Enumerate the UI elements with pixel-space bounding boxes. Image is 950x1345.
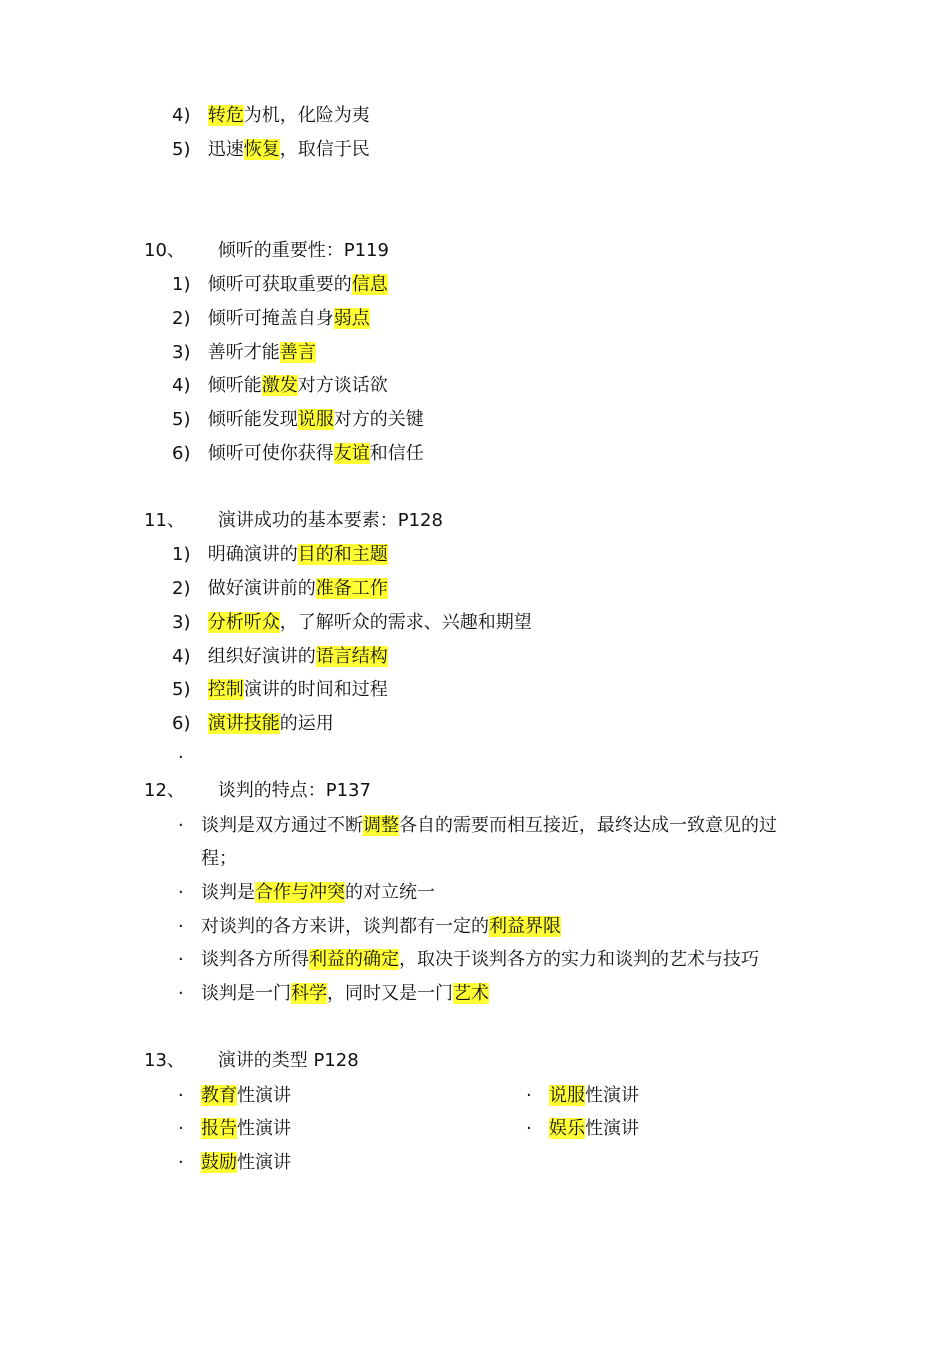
list-item — [201, 812, 777, 840]
text-segment: ，同时又是一门 — [327, 983, 453, 1004]
item-number: 2) — [172, 578, 191, 599]
list-item — [172, 440, 424, 468]
highlighted-text: 控制 — [207, 679, 244, 700]
item-text: 程； — [201, 848, 237, 869]
section-heading — [144, 507, 443, 535]
highlighted-text: 目的和主题 — [297, 544, 388, 565]
item-text — [201, 1085, 291, 1106]
item-text — [549, 1085, 639, 1106]
item-text — [201, 916, 561, 937]
text-segment: 倾听可获取重要的 — [207, 274, 352, 295]
text-segment: 为机，化险为夷 — [243, 105, 370, 126]
item-text — [208, 443, 424, 464]
text-segment: 倾听能发现 — [207, 409, 298, 430]
highlighted-text: 激发 — [261, 375, 298, 396]
text-segment: 对方谈话欲 — [297, 375, 388, 396]
highlighted-text: 语言结构 — [315, 646, 388, 667]
text-segment: ，取信于民 — [279, 139, 370, 160]
item-text — [208, 544, 388, 565]
item-number: 6) — [172, 443, 191, 464]
section-title: 倾听的重要性：P119 — [217, 240, 389, 261]
bullet-mark: · — [178, 1118, 184, 1139]
item-text — [208, 105, 370, 126]
list-item — [549, 1115, 639, 1143]
item-text — [208, 409, 424, 430]
section-number: 12、 — [144, 780, 185, 801]
item-text — [201, 983, 489, 1004]
highlighted-text: 恢复 — [243, 139, 280, 160]
section-number: 10、 — [144, 240, 185, 261]
list-item — [172, 643, 388, 671]
text-segment: 性演讲 — [585, 1118, 639, 1139]
bullet-mark: · — [178, 983, 184, 1004]
section-heading — [144, 1047, 359, 1075]
item-number: 5) — [172, 409, 191, 430]
list-item — [172, 710, 334, 738]
item-text — [208, 679, 388, 700]
text-segment: 谈判是双方通过不断 — [201, 815, 363, 836]
item-number: 4) — [172, 105, 191, 126]
item-text — [201, 1152, 291, 1173]
bullet-mark: · — [178, 1085, 184, 1106]
item-text — [208, 308, 370, 329]
text-segment: 性演讲 — [237, 1085, 291, 1106]
highlighted-text: 分析听众 — [207, 612, 280, 633]
list-item — [201, 946, 759, 974]
highlighted-text: 信息 — [351, 274, 388, 295]
highlighted-text: 准备工作 — [315, 578, 388, 599]
highlighted-text: 利益的确定 — [309, 949, 399, 970]
item-number: 5) — [172, 679, 191, 700]
highlighted-text: 科学 — [291, 983, 327, 1004]
bullet-mark: · — [526, 1118, 532, 1139]
highlighted-text: 教育 — [201, 1085, 237, 1106]
text-segment: 的运用 — [279, 713, 334, 734]
list-item — [201, 1082, 291, 1110]
text-segment: 对谈判的各方来讲，谈判都有一定的 — [201, 916, 489, 937]
highlighted-text: 友谊 — [333, 443, 370, 464]
item-number: 5) — [172, 139, 191, 160]
list-item — [201, 1115, 291, 1143]
item-text — [201, 882, 435, 903]
bullet-mark: · — [178, 882, 184, 903]
bullet-mark: · — [178, 815, 184, 836]
highlighted-text: 弱点 — [333, 308, 370, 329]
text-segment: 性演讲 — [237, 1152, 291, 1173]
text-segment: 的对立统一 — [345, 882, 435, 903]
text-segment: 倾听能 — [207, 375, 262, 396]
highlighted-text: 利益界限 — [489, 916, 561, 937]
item-text — [208, 646, 388, 667]
highlighted-text: 转危 — [207, 105, 244, 126]
highlighted-text: 说服 — [297, 409, 334, 430]
item-text — [549, 1118, 639, 1139]
item-text — [201, 815, 777, 836]
text-segment: 谈判各方所得 — [201, 949, 309, 970]
item-number: 4) — [172, 375, 191, 396]
text-segment: 对方的关键 — [333, 409, 424, 430]
text-segment: 明确演讲的 — [207, 544, 298, 565]
section-title: 演讲成功的基本要素：P128 — [217, 510, 443, 531]
item-number: 1) — [172, 274, 191, 295]
list-item — [172, 676, 388, 704]
item-number: 3) — [172, 342, 191, 363]
list-item — [549, 1082, 639, 1110]
list-item — [172, 541, 388, 569]
list-item — [172, 102, 370, 130]
text-segment: 演讲的时间和过程 — [243, 679, 388, 700]
list-item — [172, 339, 316, 367]
item-text — [208, 139, 370, 160]
section-title: 谈判的特点：P137 — [217, 780, 371, 801]
text-segment: 谈判是一门 — [201, 983, 291, 1004]
text-segment: ，取决于谈判各方的实力和谈判的艺术与技巧 — [399, 949, 759, 970]
list-item — [172, 575, 388, 603]
text-segment: ，了解听众的需求、兴趣和期望 — [279, 612, 532, 633]
list-item — [172, 305, 370, 333]
item-text — [201, 949, 759, 970]
list-item — [201, 980, 489, 1008]
item-number: 3) — [172, 612, 191, 633]
text-segment: 迅速 — [207, 139, 244, 160]
text-segment: 和信任 — [369, 443, 424, 464]
bullet-mark: · — [178, 1152, 184, 1173]
highlighted-text: 报告 — [201, 1118, 237, 1139]
bullet-mark: · — [526, 1085, 532, 1106]
text-segment: 各自的需要而相互接近，最终达成一致意见的过 — [399, 815, 777, 836]
text-segment: 倾听可使你获得 — [207, 443, 334, 464]
section-number: 11、 — [144, 510, 185, 531]
item-number: 6) — [172, 713, 191, 734]
list-item — [201, 879, 435, 907]
highlighted-text: 调整 — [363, 815, 399, 836]
highlighted-text: 善言 — [279, 342, 316, 363]
bullet-mark: · — [178, 916, 184, 937]
highlighted-text: 艺术 — [453, 983, 489, 1004]
section-title: 演讲的类型 P128 — [217, 1050, 359, 1071]
text-segment: 谈判是 — [201, 882, 255, 903]
highlighted-text: 鼓励 — [201, 1152, 237, 1173]
list-item — [172, 609, 532, 637]
item-number: 4) — [172, 646, 191, 667]
text-segment: 组织好演讲的 — [207, 646, 316, 667]
highlighted-text: 娱乐 — [549, 1118, 585, 1139]
text-segment: 做好演讲前的 — [207, 578, 316, 599]
highlighted-text: 说服 — [549, 1085, 585, 1106]
text-segment: 善听才能 — [207, 342, 280, 363]
list-item — [172, 136, 370, 164]
highlighted-text: 演讲技能 — [207, 713, 280, 734]
list-item — [172, 271, 388, 299]
bullet-mark: · — [178, 949, 184, 970]
bullet-mark: · — [178, 747, 184, 768]
section-heading — [144, 777, 371, 805]
list-item — [172, 406, 424, 434]
item-number: 1) — [172, 544, 191, 565]
text-segment: 倾听可掩盖自身 — [207, 308, 334, 329]
item-text — [208, 375, 388, 396]
section-number: 13、 — [144, 1050, 185, 1071]
item-text — [208, 612, 532, 633]
item-text — [208, 713, 334, 734]
text-segment: 性演讲 — [585, 1085, 639, 1106]
list-item-continuation — [201, 845, 237, 873]
highlighted-text: 合作与冲突 — [255, 882, 345, 903]
list-item — [201, 913, 561, 941]
section-heading — [144, 237, 389, 265]
item-text — [208, 274, 388, 295]
item-text — [208, 578, 388, 599]
item-text — [208, 342, 316, 363]
item-number: 2) — [172, 308, 191, 329]
list-item — [172, 372, 388, 400]
text-segment: 性演讲 — [237, 1118, 291, 1139]
list-item — [201, 1149, 291, 1177]
item-text — [201, 1118, 291, 1139]
